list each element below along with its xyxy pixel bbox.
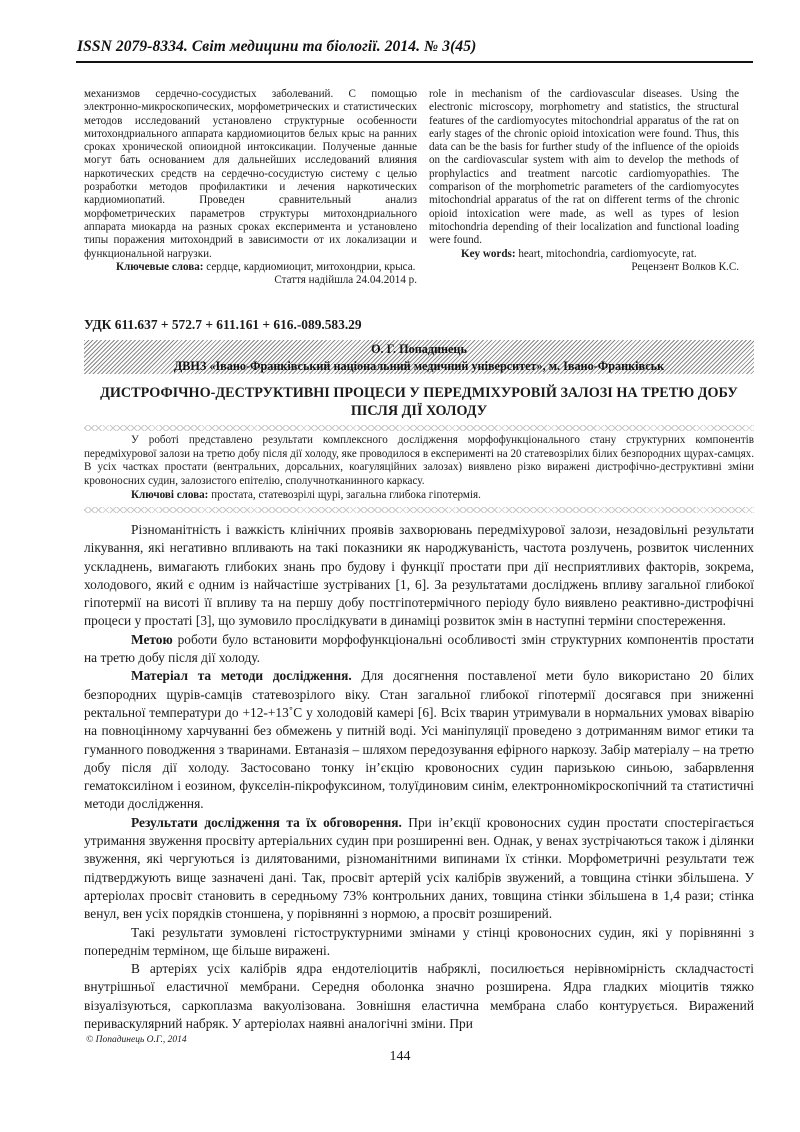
section-lead: Результати дослідження та їх обговорення. xyxy=(131,814,402,830)
paragraph-intro: Різноманітність і важкість клінічних проявів захворювань передміхурової залози, незадовільні результати лікування, які негативно впливають на такі показники як народжуваність, частота розлучень, розвиток численних ускладнень, вимагають глибоких знань про будову і функції простати при дії несприятливих факторів, зокрема, холодового, який є одним із найчастіше зустріваних [1, 6]. За результатами досліджень впливу загальної глибокої гіпотермії на висоті її впливу та на першу добу постгіпотермічного періоду було виявлено реактивно-дистрофічні процеси у простаті [3], що зумовило прослідкувати в динаміці розвиток змін в наступні терміни спостереження. xyxy=(84,522,754,629)
header-rule xyxy=(76,61,753,63)
section-lead: Метою xyxy=(131,631,173,647)
abstract-text: У роботі представлено результати комплексного дослідження морфофункціонального стану структурних компонентів передміхурової залози на третю добу після дії холоду, яке проводилося в експерименті на 20 статевозрілих білих безпородних щурах-самцях. В усіх частках простати (вентральних, дорсальних, коагуляційних залозах) виявлено різко виражені дистрофічно-деструктивні зміни кровоносних судин, залозистого епітелію, сполучнотканинного каркасу. xyxy=(84,434,754,488)
article-title: ДИСТРОФІЧНО-ДЕСТРУКТИВНІ ПРОЦЕСИ У ПЕРЕДМІХУРОВІЙ ЗАЛОЗІ НА ТРЕТЮ ДОБУ ПІСЛЯ ДІЇ ХОЛОДУ xyxy=(100,385,738,419)
page-number: 144 xyxy=(389,1049,411,1064)
paragraph-results: Результати дослідження та їх обговорення. При ін’єкції кровоносних судин простати спостерігається утримання звуження просвіту артеріальних судин при розширенні вен. Однак, у венах зустрічаються також і ділянки звуження, які чергуються із дилятованими, різноманітними випинами їх стінки. Морфометричні результати теж підтверджують вище зазначені дані. Так, просвіт артерій усіх калібрів звужений, а товщина стінки збільшена. У артеріолах просвіт становить в середньому 73% контрольних даних, товщина стінки збільшена в 1,4 рази; стінка венул, вен усіх порядків стоншена, у порівнянні з нормою, а просвіт розширений. xyxy=(84,814,755,922)
keywords-label: Ключевые слова: xyxy=(116,260,204,273)
prev-article-right-column xyxy=(429,88,739,274)
keywords-label: Ключові слова: xyxy=(131,488,209,501)
paragraph-results-3: В артеріях усіх калібрів ядра ендотеліоцитів набряклі, посилюється нерівномірність складчастості внутрішньої еластичної мембрани. Середня оболонка значно розширена. Ядра гладких міоцитів тяжко візуалізуються, саркоплазма вакуолізована. Зовнішня еластична мембрана слабо контурується. Виражений периваскулярний набряк. У артеріолах наявні аналогічні зміни. При xyxy=(84,961,754,1032)
paragraph-results-2: Такі результати зумовлені гістоструктурними змінами у стінці кровоносних судин, які у порівнянні з попереднім терміном, ще більше виражені. xyxy=(84,924,754,958)
author-block xyxy=(84,340,754,374)
keywords-label: Key words: xyxy=(461,247,516,260)
author-affiliation: ДВНЗ «Івано-Франківський національний медичний університет», м. Івано-Франківськ xyxy=(173,359,665,373)
section-lead: Матеріал та методи дослідження. xyxy=(131,668,352,684)
article-body xyxy=(84,521,754,1033)
wave-divider-top xyxy=(84,425,754,431)
keywords-text: сердце, кардиомиоцит, митохондрии, крыса. xyxy=(203,260,416,273)
keywords-text: heart, mitochondria, cardiomyocyte, rat. xyxy=(515,247,697,260)
paragraph-methods: Матеріал та методи дослідження. Для досягнення поставленої мети було використано 20 білих безпородних щурів-самців статевозрілого віку. Стан загальної глибокої гіпотермії досягався при зниженні ректальної температури до +12-+13˚С у холодовій камері [6]. Всіх тварин утримували в нормальних умовах віварію на повноцінному харчуванні без обмежень у питній воді. Усі маніпуляції проведено з дотриманням вимог етики та гуманного поводження з тваринами. Евтаназія – шляхом передозування ефірного наркозу. Забір матеріалу – на третю добу після дії холоду. Застосовано тонку ін’єкцію кровоносних судин паризькою синьою, забарвлення гематоксиліном і еозином, фукселін-пікрофуксином, толуїдиновим синім, електронномікроскопічний та статистичні методи дослідження. xyxy=(84,668,754,812)
udk-code: УДК 611.637 + 572.7 + 611.161 + 616.-089.583.29 xyxy=(84,317,362,332)
paragraph-aim: Метою роботи було встановити морфофункціональні особливості змін структурних компонентів простати на третю добу після дії холоду. xyxy=(84,631,754,666)
journal-header: ISSN 2079-8334. Світ медицини та біології. 2014. № 3(45) xyxy=(77,38,477,55)
prev-keywords-ru xyxy=(84,261,417,274)
wave-divider-bottom xyxy=(84,507,754,513)
prev-abstract-ru: механизмов сердечно-сосудистых заболеваний. С помощью электронно-микроскопических, морфометрических и статистических методов исследований установлено структурные особенности митохондриального аппарата кардиомиоцитов белых крыс на ранних сроках хронической опиоидной интоксикации. Полученые данные могут бать основанием для дальнейших исследований влияния наркотических средств на сердечно-сосудистую систему с целью розработки методов профилактики и лечения наркотических кардиомиопатий. Проведен сравнительный анализ морфометрических параметров структуры митохондриального аппарата миокарда на разных сроках експеримента и установлено типы поражения митохондрий в зависимости от их локализации и функциональной нагрузки. xyxy=(84,88,417,260)
reviewer: Рецензент Волков К.С. xyxy=(631,260,739,273)
prev-keywords-en xyxy=(429,248,739,261)
article-abstract xyxy=(84,434,754,503)
keywords-text: простата, статевозрілі щурі, загальна глибока гіпотермія. xyxy=(208,488,481,501)
prev-abstract-en: role in mechanism of the cardiovascular diseases. Using the electronic microscopy, morphometry and statistics, the structural features of the cardiomyocytes mitochondrial apparatus of the rat on early stages of the chronic opioid intoxication were found. Thus, this data can be the basis for further study of the influence of the opioids on the cardiovascular system with aim to develop the methods of prophylactics and treatment narcotic cardiomyopathies. The comparison of the morphometric parameters of the cardiomyocytes mitochondrial apparatus of the rat on different terms of the chronic opioid intoxication were made, as well as types of lesion mitochondria depending of their localization and functional loading were found. xyxy=(429,88,739,247)
copyright: © Попадинець О.Г., 2014 xyxy=(86,1035,187,1045)
author-name: О. Г. Попадинець xyxy=(371,342,467,356)
received-date: Стаття надійшла 24.04.2014 р. xyxy=(274,274,417,287)
article-keywords xyxy=(84,489,754,503)
prev-article-left-column xyxy=(84,88,417,287)
